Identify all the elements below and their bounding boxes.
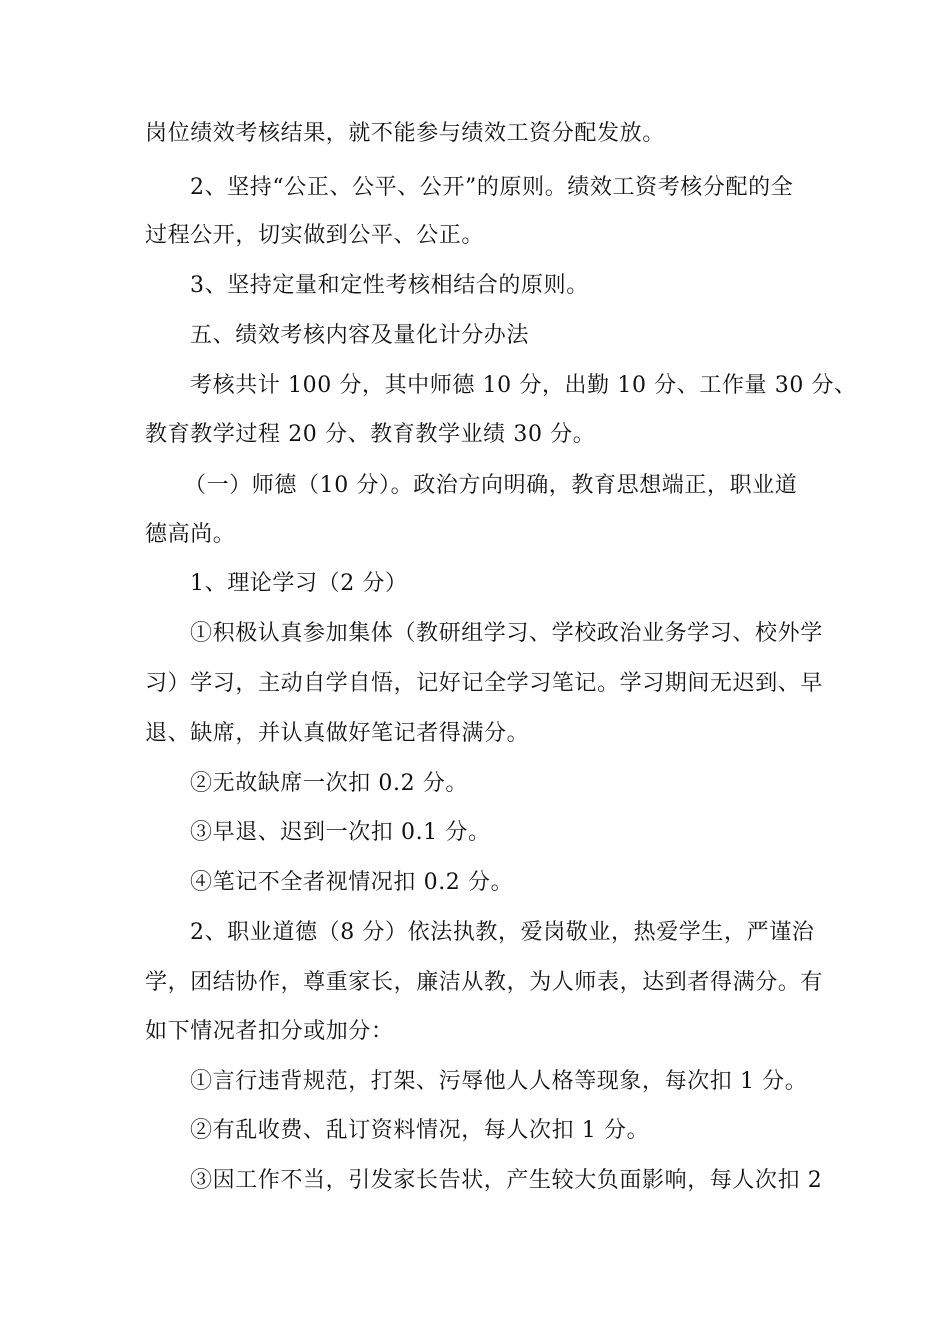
text-line: 教育教学过程 20 分、教育教学业绩 30 分。 — [145, 422, 596, 447]
text-line: 考核共计 100 分，其中师德 10 分，出勤 10 分、工作量 30 分、 — [190, 373, 857, 398]
text-line: 如下情况者扣分或加分： — [145, 1019, 394, 1044]
text-line: 3、坚持定量和定性考核相结合的原则。 — [190, 273, 589, 298]
text-line: ②有乱收费、乱订资料情况，每人次扣 1 分。 — [190, 1118, 650, 1143]
text-line: 2、坚持“公正、公平、公开”的原则。绩效工资考核分配的全 — [190, 175, 794, 200]
text-line: 德高尚。 — [145, 522, 236, 547]
text-line: 2、职业道德（8 分）依法执教，爱岗敬业，热爱学生，严谨治 — [190, 920, 815, 945]
text-line: 过程公开，切实做到公平、公正。 — [145, 223, 485, 248]
subsection-heading: （一）师德（10 分）。政治方向明确，教育思想端正，职业道 — [184, 473, 798, 498]
text-line: ③早退、迟到一次扣 0.1 分。 — [190, 820, 491, 845]
text-line: 岗位绩效考核结果，就不能参与绩效工资分配发放。 — [145, 121, 665, 146]
text-line: ④笔记不全者视情况扣 0.2 分。 — [190, 870, 514, 895]
text-line: 学，团结协作，尊重家长，廉洁从教，为人师表，达到者得满分。有 — [145, 970, 824, 995]
text-line: ①言行违背规范，打架、污辱他人人格等现象，每次扣 1 分。 — [190, 1069, 808, 1094]
text-line: ①积极认真参加集体（教研组学习、学校政治业务学习、校外学 — [190, 621, 823, 646]
section-heading: 五、绩效考核内容及量化计分办法 — [190, 323, 530, 348]
text-line: 习）学习，主动自学自悟，记好记全学习笔记。学习期间无迟到、早 — [145, 671, 824, 696]
text-line: 1、理论学习（2 分） — [190, 571, 408, 596]
text-line: ②无故缺席一次扣 0.2 分。 — [190, 771, 468, 796]
text-line: ③因工作不当，引发家长告状，产生较大负面影响，每人次扣 2 — [190, 1168, 823, 1193]
text-line: 退、缺席，并认真做好笔记者得满分。 — [145, 721, 530, 746]
